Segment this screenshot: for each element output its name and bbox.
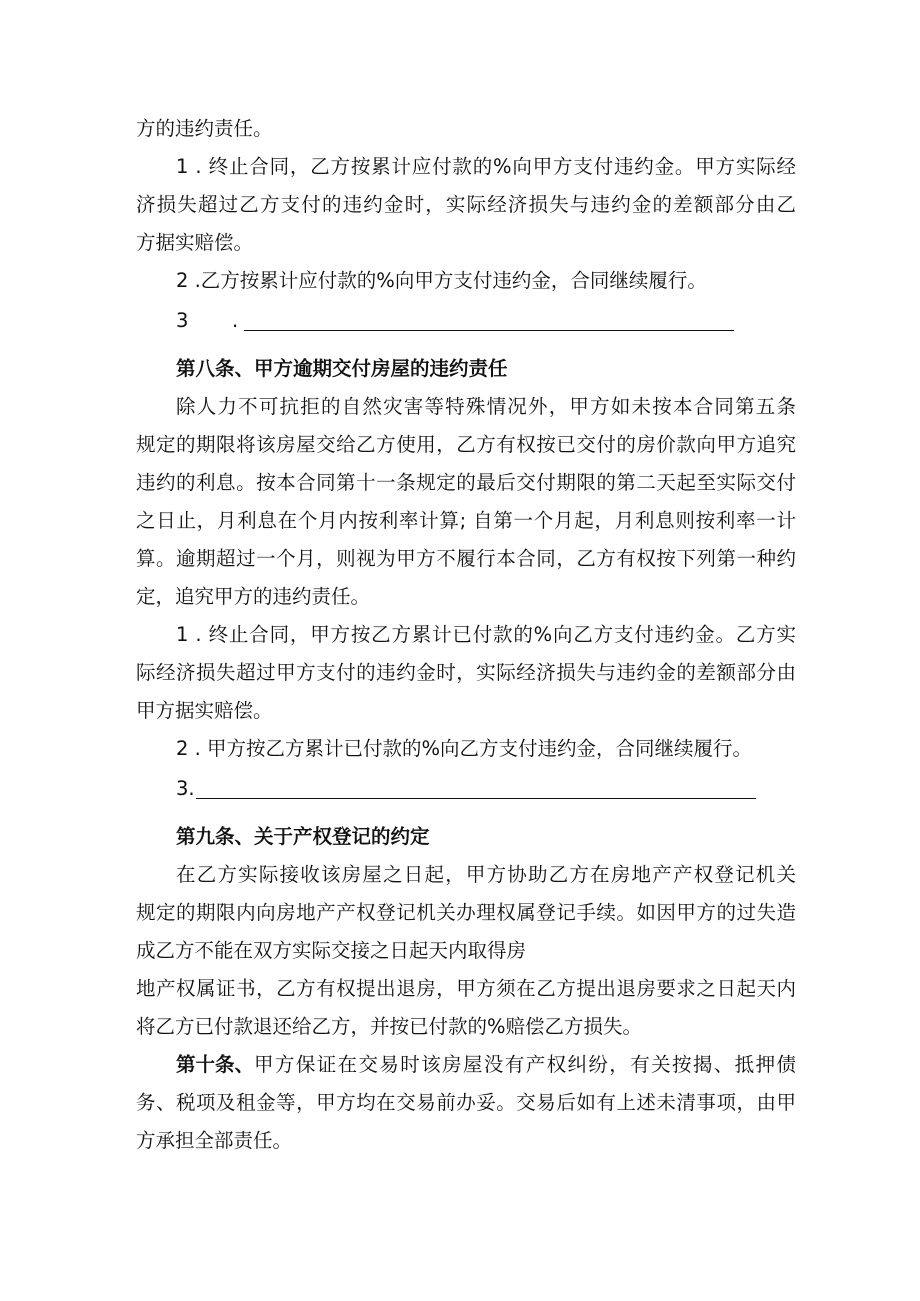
text-line: 1 . 终止合同，甲方按乙方累计已付款的%向乙方支付违约金。乙方实 bbox=[176, 623, 796, 646]
section-heading: 第九条、关于产权登记的约定 bbox=[176, 825, 430, 848]
blank-item-number: 3 bbox=[176, 309, 189, 332]
blank-item-separator: . bbox=[232, 309, 239, 332]
text-line: 济损失超过乙方支付的违约金时，实际经济损失与违约金的差额部分由乙 bbox=[136, 193, 796, 216]
text-line: 方据实赔偿。 bbox=[136, 231, 254, 254]
text-line: 2 . 甲方按乙方累计已付款的%向乙方支付违约金，合同继续履行。 bbox=[176, 737, 753, 760]
fill-in-blank-line bbox=[244, 330, 734, 331]
text-line: 算。逾期超过一个月，则视为甲方不履行本合同，乙方有权按下列第一种约 bbox=[136, 547, 796, 570]
text-line: 甲方据实赔偿。 bbox=[136, 699, 273, 722]
text-line: 甲方保证在交易时该房屋没有产权纠纷，有关按揭、抵押债 bbox=[254, 1053, 796, 1076]
text-line: 2 .乙方按累计应付款的%向甲方支付违约金，合同继续履行。 bbox=[176, 269, 707, 292]
fill-in-blank-line bbox=[196, 798, 756, 799]
section-heading: 第十条、 bbox=[176, 1053, 255, 1076]
blank-item-3 bbox=[176, 776, 758, 806]
blank-item-label: 3. bbox=[176, 777, 195, 800]
text-line: 之日止，月利息在个月内按利率计算; 自第一个月起，月利息则按利率一计 bbox=[136, 509, 796, 532]
text-line: 规定的期限内向房地产产权登记机关办理权属登记手续。如因甲方的过失造 bbox=[136, 901, 796, 924]
text-line: 际经济损失超过甲方支付的违约金时，实际经济损失与违约金的差额部分由 bbox=[136, 661, 796, 684]
text-line: 成乙方不能在双方实际交接之日起天内取得房 bbox=[136, 939, 527, 962]
text-line: 1 . 终止合同，乙方按累计应付款的%向甲方支付违约金。甲方实际经 bbox=[176, 155, 796, 178]
text-line: 违约的利息。按本合同第十一条规定的最后交付期限的第二天起至实际交付 bbox=[136, 471, 796, 494]
text-line: 在乙方实际接收该房屋之日起，甲方协助乙方在房地产产权登记机关 bbox=[176, 863, 796, 886]
text-line: 务、税项及租金等，甲方均在交易前办妥。交易后如有上述未清事项，由甲 bbox=[136, 1091, 796, 1114]
text-line: 方的违约责任。 bbox=[136, 117, 273, 140]
section-heading: 第八条、甲方逾期交付房屋的违约责任 bbox=[176, 357, 508, 380]
text-line: 规定的期限将该房屋交给乙方使用，乙方有权按已交付的房价款向甲方追究 bbox=[136, 433, 796, 456]
blank-item-3 bbox=[176, 308, 736, 338]
text-line: 方承担全部责任。 bbox=[136, 1129, 293, 1152]
text-line: 除人力不可抗拒的自然灾害等特殊情况外，甲方如未按本合同第五条 bbox=[176, 395, 796, 418]
text-line: 地产权属证书，乙方有权提出退房，甲方须在乙方提出退房要求之日起天内 bbox=[136, 977, 796, 1000]
text-line: 定，追究甲方的违约责任。 bbox=[136, 585, 371, 608]
text-line: 将乙方已付款退还给乙方，并按已付款的%赔偿乙方损失。 bbox=[136, 1015, 643, 1038]
section-10-first-line bbox=[176, 1052, 796, 1078]
